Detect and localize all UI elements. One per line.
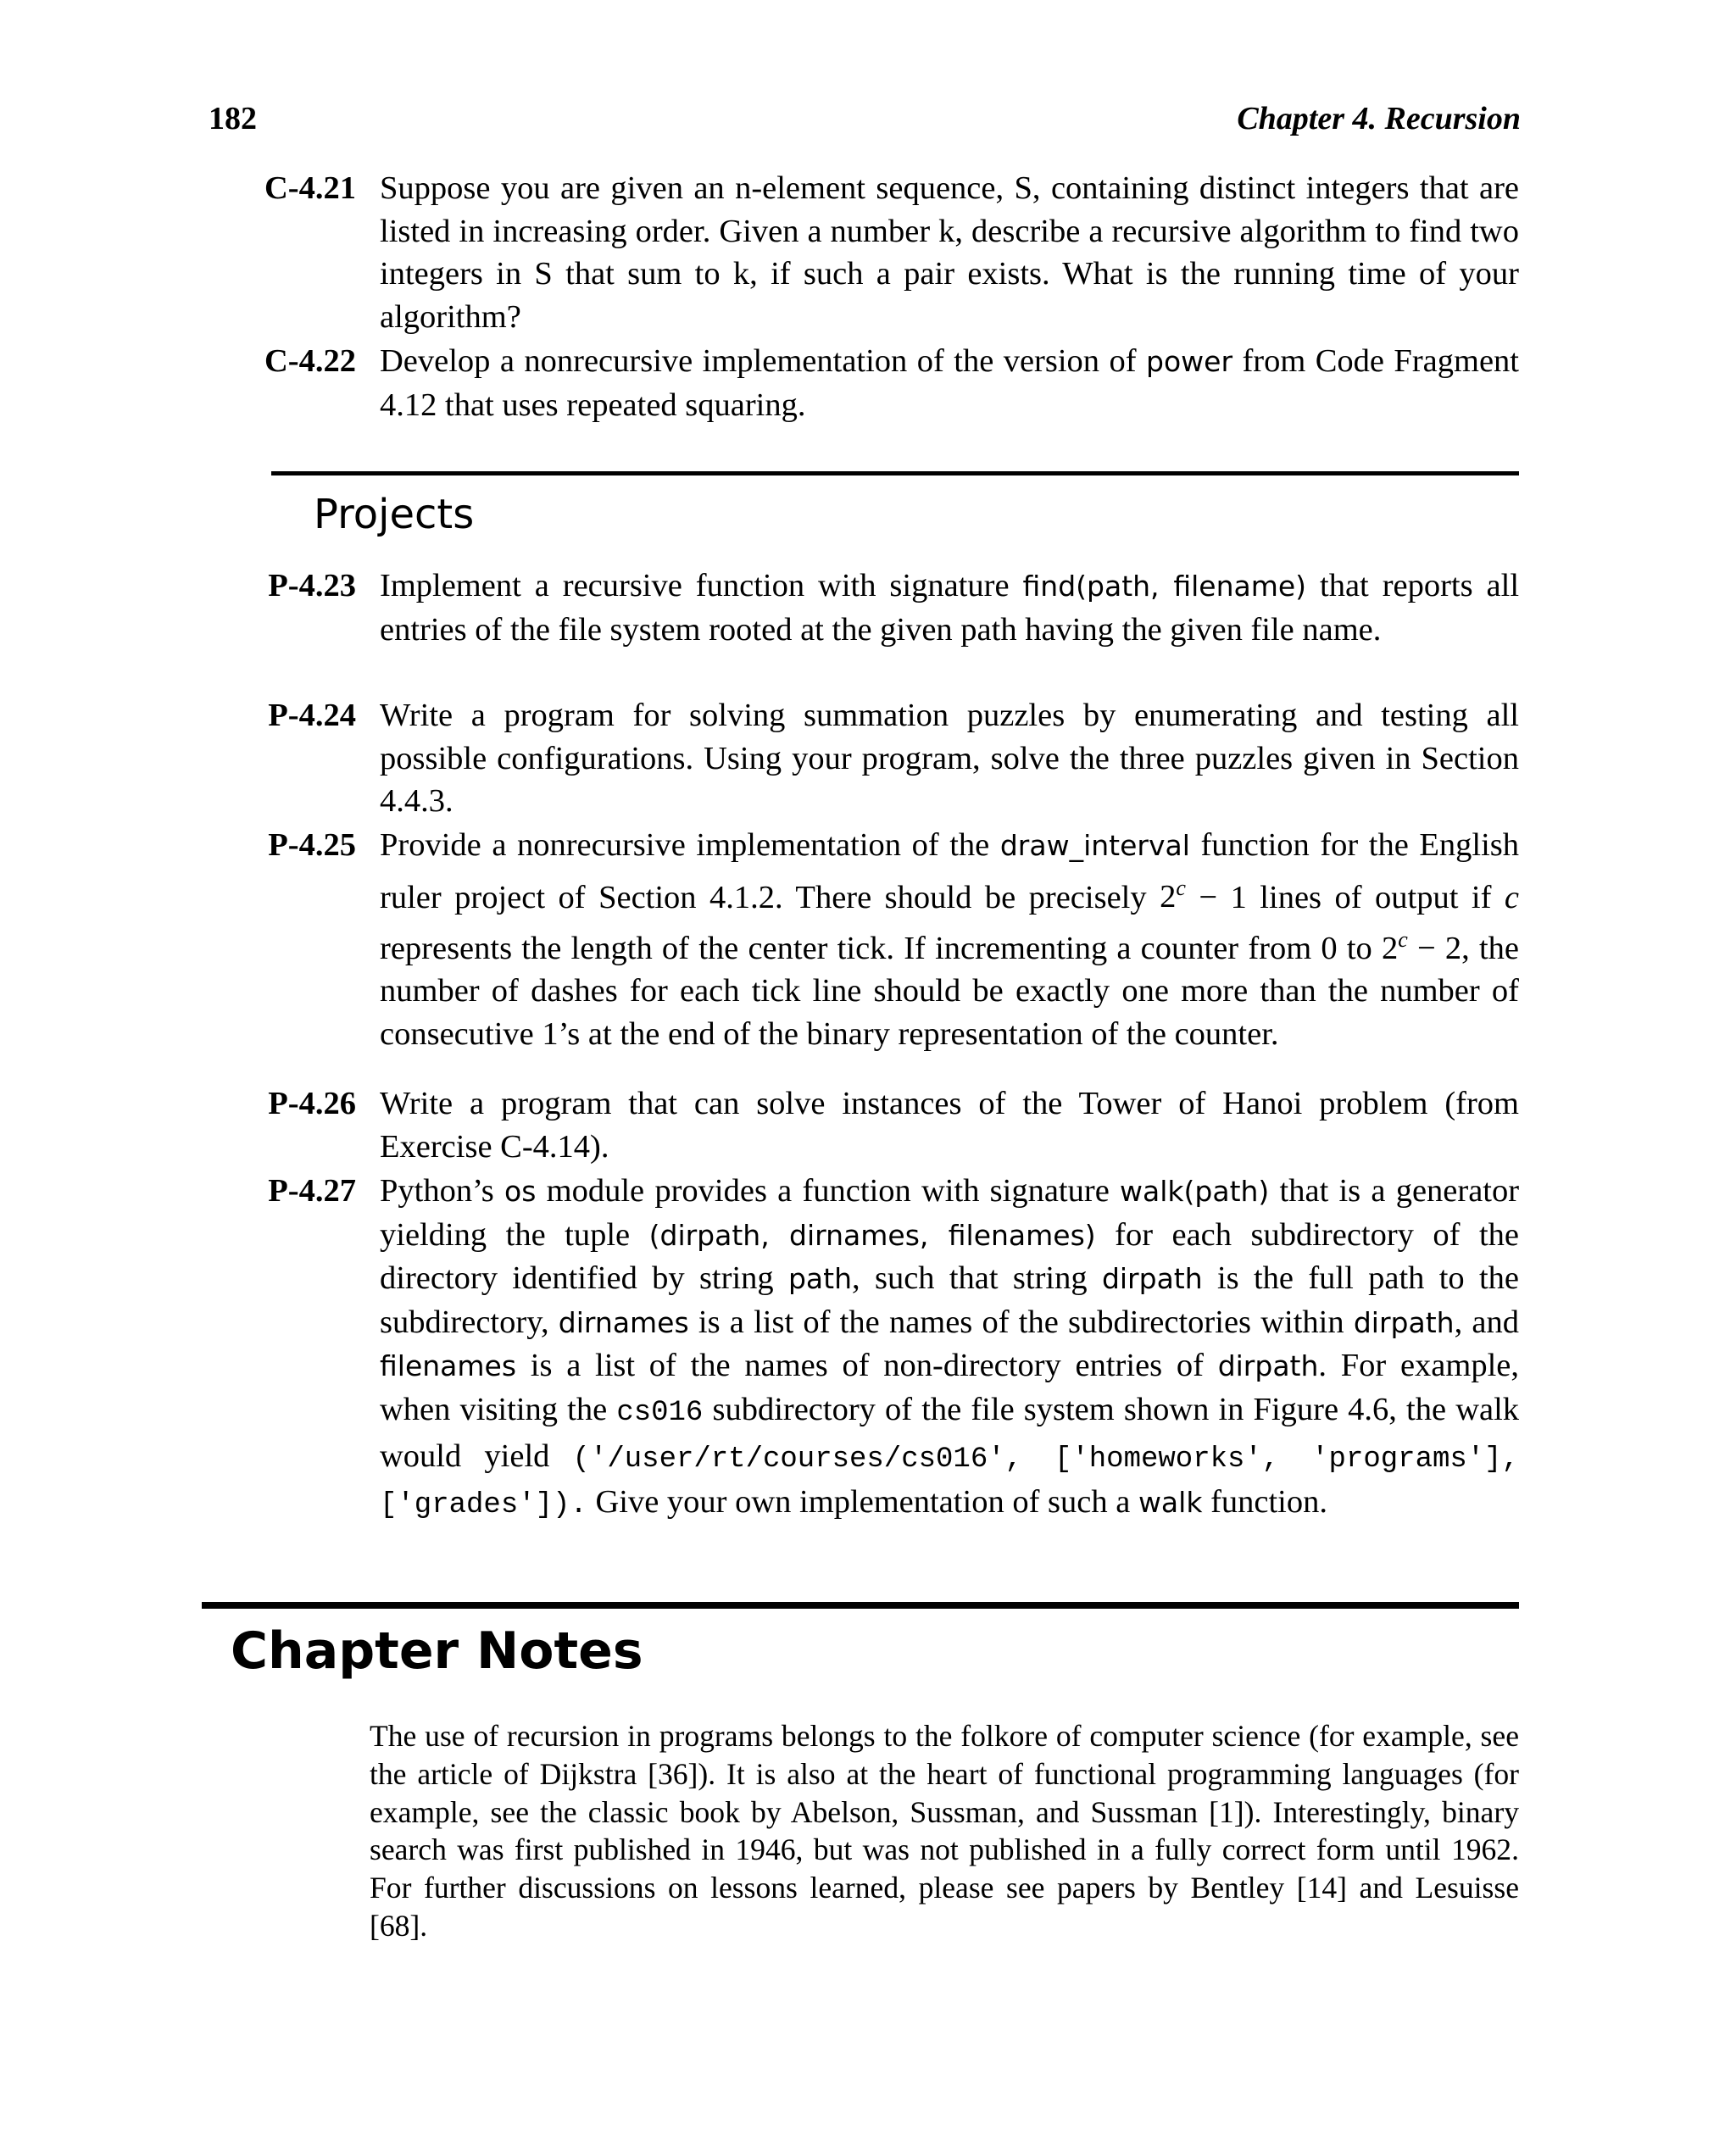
exercise-text: Python’s [380,1173,494,1209]
code-dirpath: dirpath [1217,1349,1319,1383]
chapter-notes-heading: Chapter Notes [231,1621,643,1681]
exercise-label: P-4.26 [268,1086,356,1121]
math-two-power-c: 2$^c$ [1381,927,1408,966]
code-dirpath: dirpath [1353,1305,1455,1339]
exercise-label: C-4.21 [264,170,356,206]
code-os: os [504,1175,537,1208]
running-head-chapter-title: Chapter 4. Recursion [1237,101,1521,136]
page-number: 182 [209,101,257,136]
exercise-text: . For example, when visiting the [380,1348,1520,1427]
code-draw-interval: draw_interval [999,829,1190,862]
exercise-text: subdirectory of the file system shown in Figure 4.6, the walk would yield [380,1391,1520,1474]
exercise-text: that is a generator yielding the tuple [380,1173,1520,1253]
exercise-text: represents the length of the center tick. If incrementing a counter from 0 to [380,930,1372,966]
exercise-text: − 1 lines of output if [1199,879,1492,915]
exercise-label: P-4.23 [268,568,356,603]
exercise-text: module provides a function with signature [546,1173,1110,1209]
exercise-text: − 2, the number of dashes for each tick line should be exactly one more than the number of consecutive 1’s at the end of the binary representation of the counter. [380,930,1519,1053]
chapter-notes-rule [202,1602,1519,1609]
exercise-text: for each subdirectory of the directory identified by string [380,1216,1519,1297]
exercise-text: Provide a nonrecursive implementation of the [380,827,990,863]
exercise-text: is a list of the names of the subdirectories within [698,1304,1344,1340]
exercise-text: , such that string [852,1260,1088,1297]
exercise-label: P-4.24 [268,698,356,733]
exercise-text: function for the English ruler project of Section 4.1.2. There should be precisely [380,827,1520,915]
projects-heading: Projects [314,491,475,538]
project-p-4-24 [268,694,1519,823]
code-dirpath: dirpath [1101,1262,1203,1296]
project-p-4-25 [268,824,1520,1056]
math-variable-c: c [1504,879,1520,915]
code-find-signature: find(path, filename) [1022,570,1307,603]
exercise-label: P-4.27 [268,1173,356,1209]
code-dirnames: dirnames [558,1305,689,1339]
exercise-text: Implement a recursive function with signature [380,568,1010,603]
exercise-text: function. [1210,1484,1327,1521]
code-walk-example-output: ('/user/rt/courses/cs016', ['homeworks', 'programs'], ['grades']). [380,1443,1519,1522]
code-cs016: cs016 [616,1396,704,1429]
exercise-text: that reports all entries of the file system rooted at the given path having the given file name. [380,568,1520,648]
exercise-c-4-21 [264,167,1519,338]
code-walk: walk [1138,1486,1203,1520]
project-p-4-23 [268,564,1520,651]
exercise-text: from Code Fragment 4.12 that uses repeated squaring. [380,343,1519,423]
exercise-text: Develop a nonrecursive implementation of the version of [380,343,1137,379]
exercise-label: P-4.25 [268,827,356,863]
code-power: power [1146,345,1233,378]
exercise-text: Suppose you are given an n-element sequence, S, containing distinct integers that are listed in increasing order. Given a number k, describe a recursive algorithm to find two integers in S that sum to k, if such a pair exists. What is the running time of your algorithm? [380,170,1519,335]
exercise-c-4-22 [264,340,1519,426]
exercise-label: C-4.22 [264,343,356,379]
math-two-power-c: 2$^c$ [1160,876,1186,915]
exercise-text: Write a program for solving summation puzzles by enumerating and testing all possible configurations. Using your program, solve the three puzzles given in Section 4.4.3. [380,698,1519,820]
chapter-notes-body: The use of recursion in programs belongs to the folkore of computer science (for example, see the article of Dijkstra [36]). It is also at the heart of functional programming languages (for example, see the classic book by Abelson, Sussman, and Sussman [1]). Interestingly, binary search was first published in 1946, but was not published in a fully correct form until 1962. For further discussions on lessons learned, please see papers by Bentley [14] and Lesuisse [68]. [370,1719,1519,1943]
code-tuple: (dirpath, dirnames, filenames) [648,1218,1096,1252]
project-p-4-27 [268,1170,1520,1527]
project-p-4-26 [268,1082,1519,1168]
projects-rule [271,471,1519,475]
exercise-text: Give your own implementation of such a [595,1484,1131,1521]
exercise-text: is the full path to the subdirectory, [380,1260,1520,1340]
exercise-text: Write a program that can solve instances of the Tower of Hanoi problem (from Exercise C-4.14). [380,1086,1519,1165]
code-filenames: filenames [380,1349,517,1383]
code-path: path [787,1262,853,1296]
code-walk-signature: walk(path) [1120,1175,1270,1208]
exercise-text: is a list of the names of non-directory entries of [530,1348,1204,1384]
exercise-text: , and [1454,1304,1519,1340]
